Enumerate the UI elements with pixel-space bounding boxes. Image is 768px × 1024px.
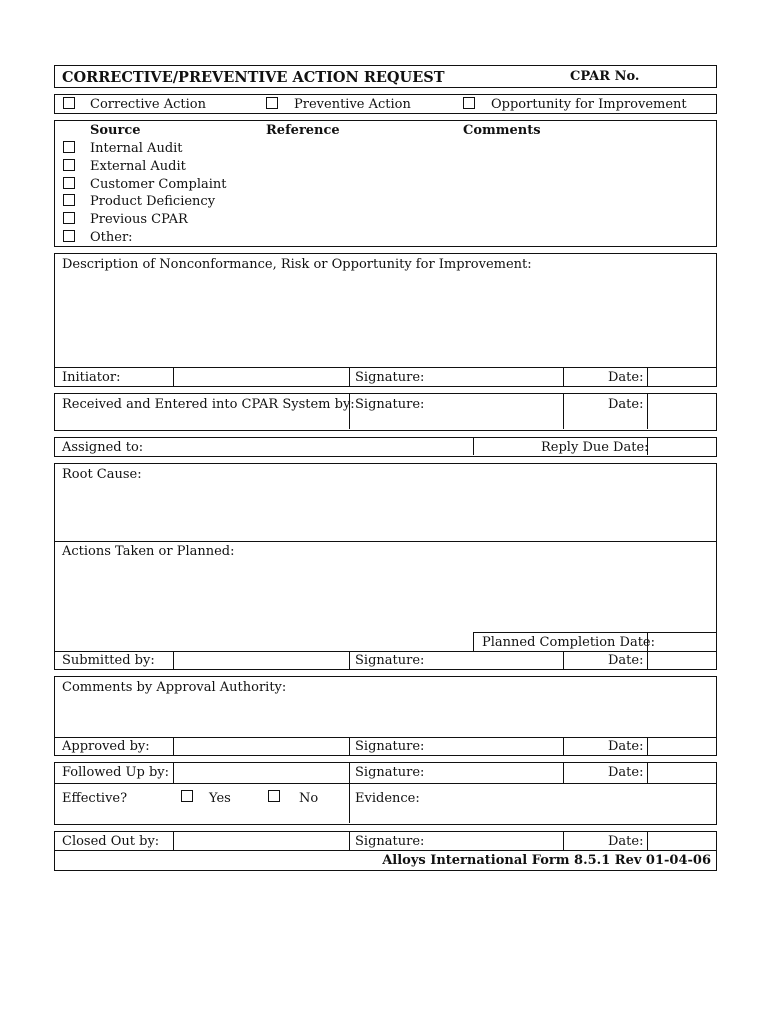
closed-date-field[interactable]: [649, 833, 713, 849]
internal-audit-label: Internal Audit: [90, 141, 183, 156]
description-label: Description of Nonconformance, Risk or Opportunity for Improvement:: [62, 257, 532, 272]
closed-field[interactable]: [175, 833, 347, 849]
other-checkbox[interactable]: [63, 230, 75, 242]
comments-header: Comments: [463, 123, 541, 138]
followed-date-label: Date:: [608, 765, 644, 780]
closed-signature-label: Signature:: [355, 834, 425, 849]
cpar-no-label: CPAR No.: [570, 69, 640, 84]
source-box: [54, 120, 717, 247]
form-title: CORRECTIVE/PREVENTIVE ACTION REQUEST: [62, 69, 445, 86]
divider: [55, 367, 716, 368]
received-date-label: Date:: [608, 397, 644, 412]
source-header: Source: [90, 123, 141, 138]
internal-audit-checkbox[interactable]: [63, 141, 75, 153]
followed-date-field[interactable]: [649, 764, 713, 781]
customer-complaint-label: Customer Complaint: [90, 177, 227, 192]
approval-box: [54, 676, 717, 756]
customer-complaint-checkbox[interactable]: [63, 177, 75, 189]
planned-completion-field[interactable]: [649, 633, 713, 650]
external-audit-checkbox[interactable]: [63, 159, 75, 171]
product-deficiency-label: Product Deficiency: [90, 194, 216, 209]
closed-date-label: Date:: [608, 834, 644, 849]
initiator-field[interactable]: [175, 368, 347, 385]
comments-approval-label: Comments by Approval Authority:: [62, 680, 287, 695]
followup-box: [54, 762, 717, 825]
initiator-date-field[interactable]: [649, 368, 713, 385]
planned-completion-label: Planned Completion Date:: [482, 635, 656, 650]
received-date-field[interactable]: [649, 395, 713, 428]
reference-header: Reference: [266, 123, 340, 138]
preventive-action-checkbox[interactable]: [266, 97, 278, 109]
evidence-label: Evidence:: [355, 791, 420, 806]
received-label: Received and Entered into CPAR System by:: [62, 397, 355, 412]
effective-yes-checkbox[interactable]: [181, 790, 193, 802]
assigned-field[interactable]: [145, 439, 465, 455]
comments-approval-field[interactable]: [59, 697, 711, 735]
initiator-date-label: Date:: [608, 370, 644, 385]
previous-cpar-label: Previous CPAR: [90, 212, 188, 227]
opportunity-checkbox[interactable]: [463, 97, 475, 109]
approved-label: Approved by:: [62, 739, 150, 754]
approved-date-label: Date:: [608, 739, 644, 754]
root-cause-box: [54, 463, 717, 670]
initiator-label: Initiator:: [62, 370, 121, 385]
assigned-box: [54, 437, 717, 457]
description-field[interactable]: [59, 274, 711, 364]
product-deficiency-checkbox[interactable]: [63, 194, 75, 206]
assigned-label: Assigned to:: [62, 440, 144, 455]
reply-due-label: Reply Due Date:: [541, 440, 649, 455]
submitted-label: Submitted by:: [62, 653, 155, 668]
approved-date-field[interactable]: [649, 738, 713, 754]
submitted-field[interactable]: [175, 652, 347, 668]
form-footer: Alloys International Form 8.5.1 Rev 01-04-06: [382, 853, 711, 868]
root-cause-label: Root Cause:: [62, 467, 142, 482]
approved-field[interactable]: [175, 738, 347, 754]
effective-label: Effective?: [62, 791, 128, 806]
submitted-signature-label: Signature:: [355, 653, 425, 668]
received-box: [54, 393, 717, 431]
other-label: Other:: [90, 230, 133, 245]
description-box: [54, 253, 717, 387]
actions-label: Actions Taken or Planned:: [62, 544, 235, 559]
opportunity-label: Opportunity for Improvement: [491, 97, 687, 112]
received-signature-label: Signature:: [355, 397, 425, 412]
followed-signature-label: Signature:: [355, 765, 425, 780]
approved-signature-label: Signature:: [355, 739, 425, 754]
effective-no-checkbox[interactable]: [268, 790, 280, 802]
root-cause-field[interactable]: [59, 484, 711, 539]
corrective-action-checkbox[interactable]: [63, 97, 75, 109]
submitted-date-label: Date:: [608, 653, 644, 668]
reply-due-field[interactable]: [649, 439, 713, 455]
action-type-box: [54, 94, 717, 114]
closed-box: [54, 831, 717, 871]
evidence-field[interactable]: [415, 785, 713, 821]
followed-field[interactable]: [175, 764, 347, 781]
followed-label: Followed Up by:: [62, 765, 170, 780]
submitted-date-field[interactable]: [649, 652, 713, 668]
effective-yes-label: Yes: [209, 791, 231, 806]
actions-field[interactable]: [59, 561, 711, 629]
preventive-action-label: Preventive Action: [294, 97, 411, 112]
initiator-signature-label: Signature:: [355, 370, 425, 385]
title-box: [54, 65, 717, 88]
closed-label: Closed Out by:: [62, 834, 160, 849]
effective-no-label: No: [299, 791, 319, 806]
external-audit-label: External Audit: [90, 159, 186, 174]
corrective-action-label: Corrective Action: [90, 97, 206, 112]
cpar-no-field[interactable]: [640, 67, 714, 86]
previous-cpar-checkbox[interactable]: [63, 212, 75, 224]
